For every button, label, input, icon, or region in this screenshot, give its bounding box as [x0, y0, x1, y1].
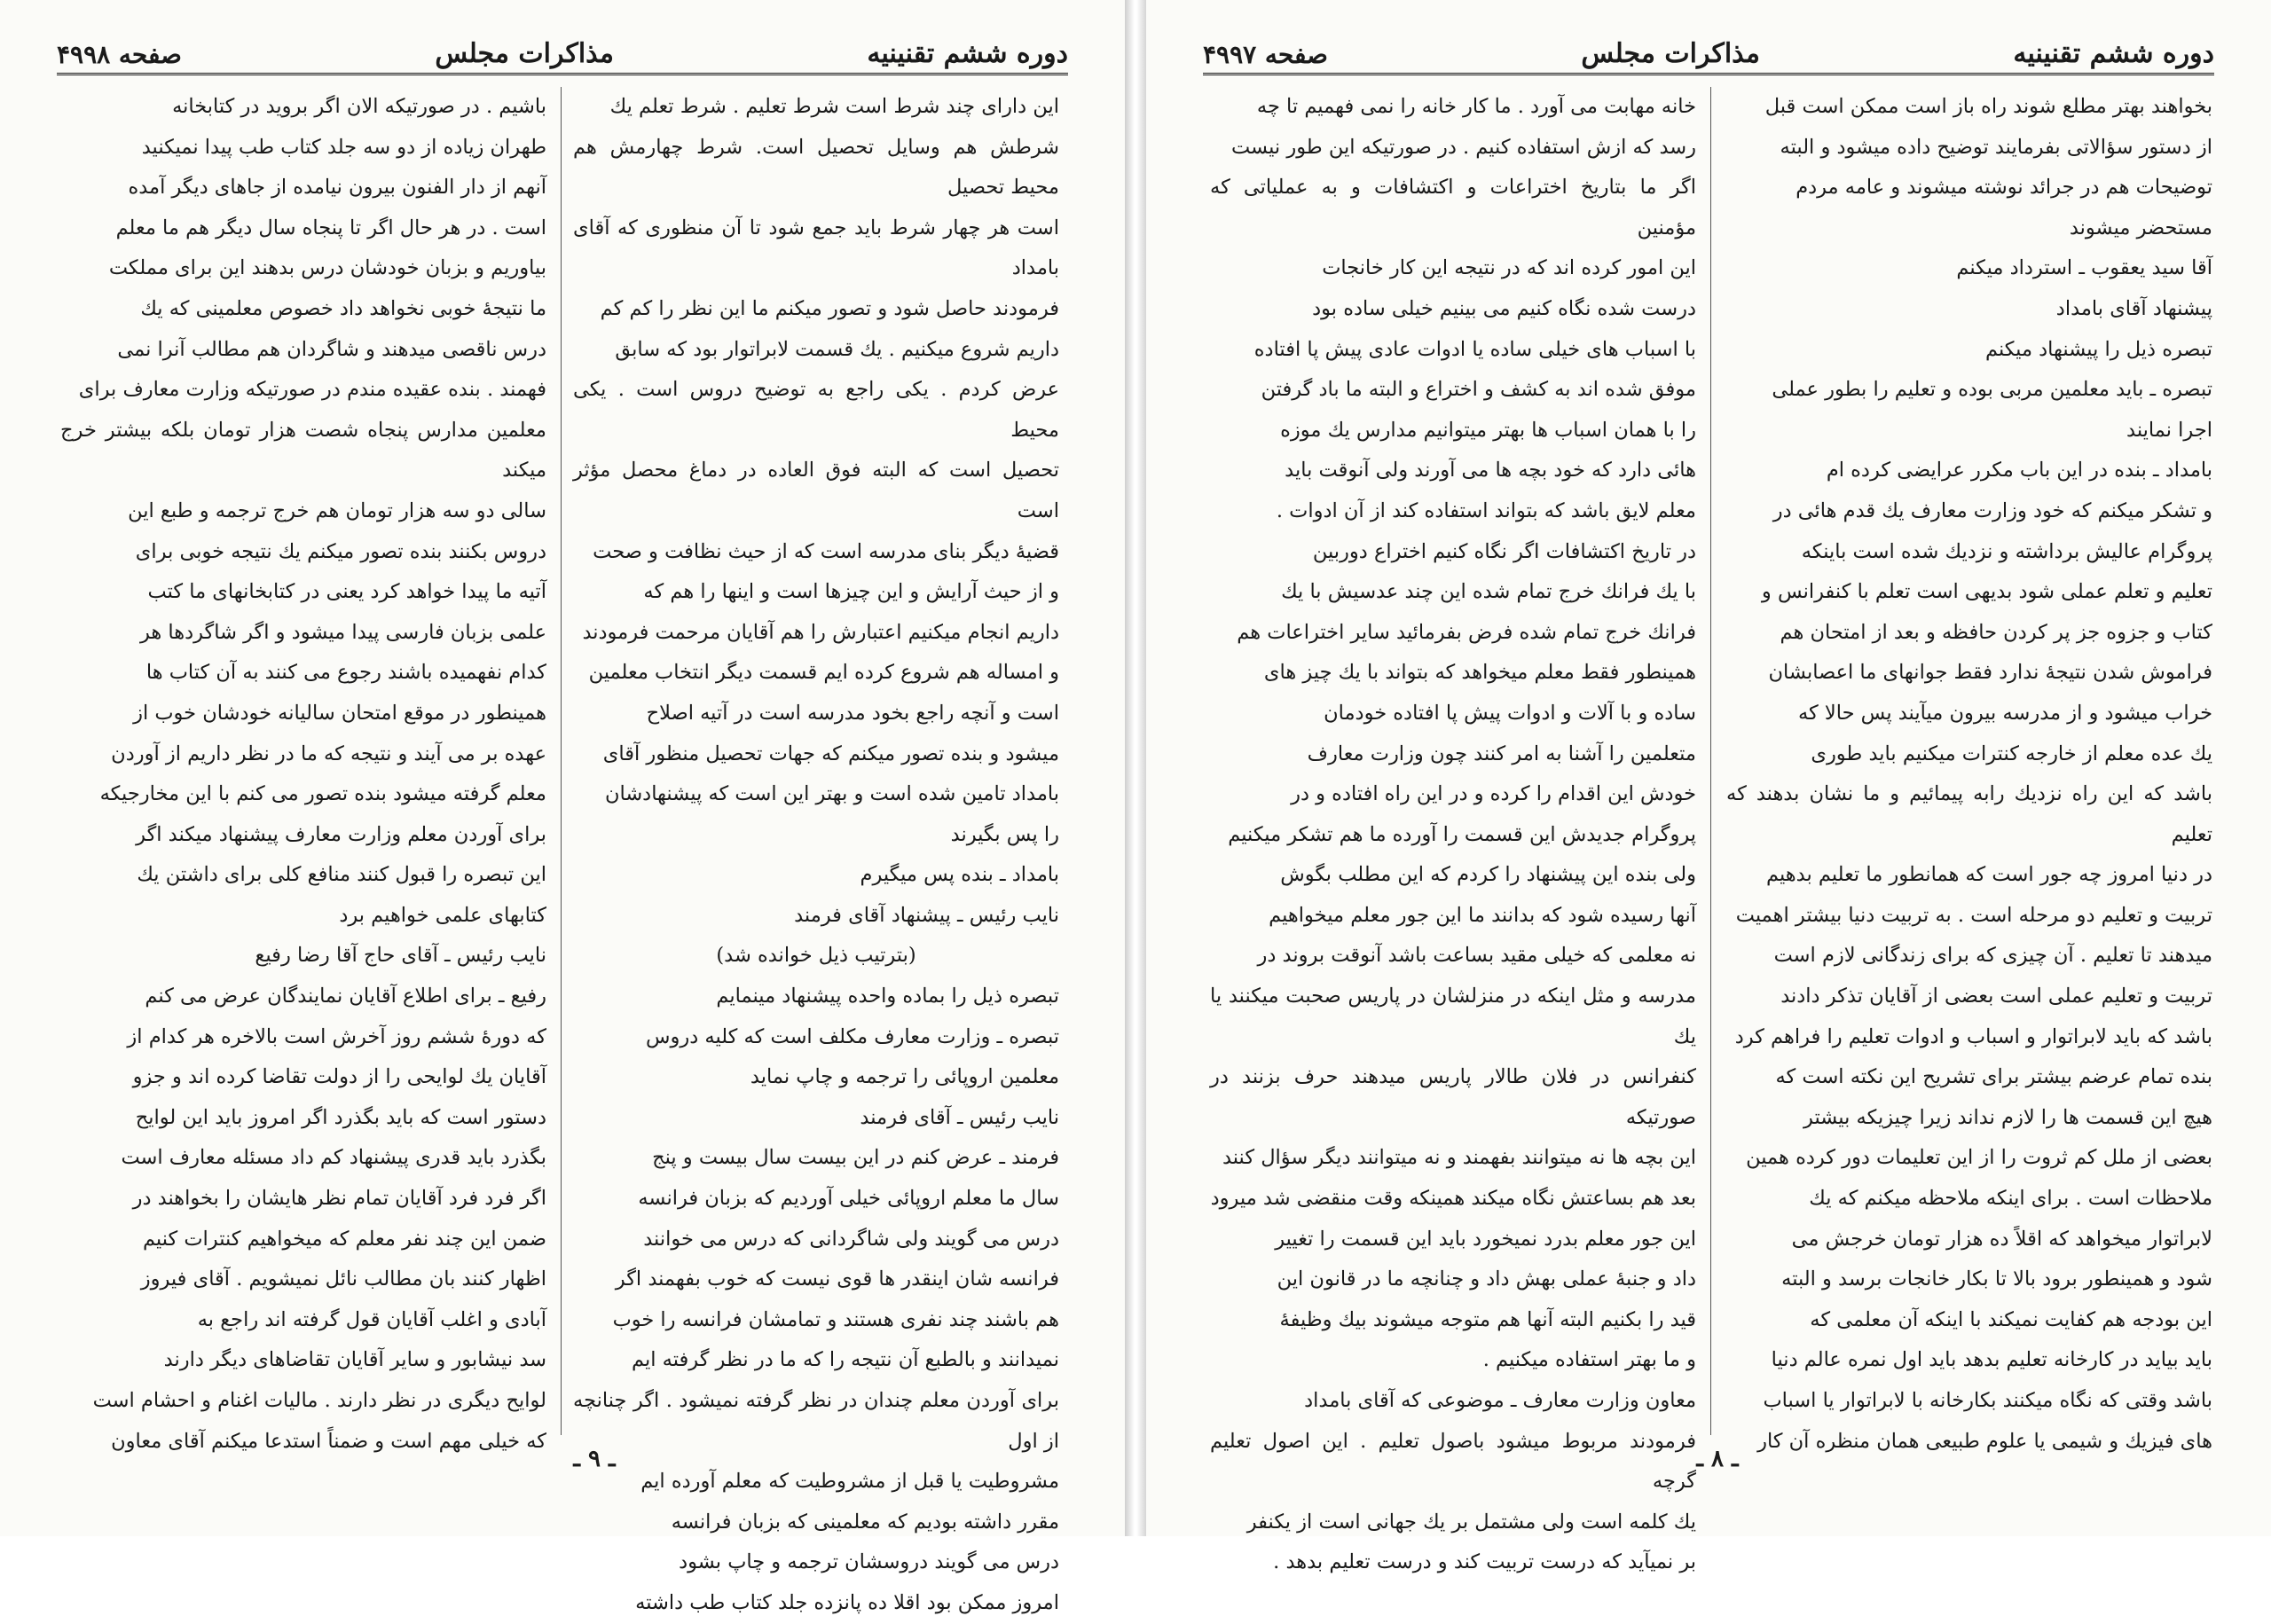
text-line: علمی بزبان فارسی پیدا میشود و اگر شاگردها هر	[139, 620, 546, 644]
text-line: موفق شده اند به کشف و اختراع و البته ما باد گرفتن	[1261, 378, 1696, 402]
text-line: ولی بنده این پیشنهاد را کردم که این مطلب بگوش	[1280, 863, 1696, 887]
text-line: هیچ این قسمت ها را لازم نداند زیرا چیزیکه بیشتر	[1803, 1105, 2212, 1129]
text-line: و امساله هم شروع کرده ایم قسمت دیگر انتخاب معلمین	[588, 661, 1059, 685]
column-divider	[1710, 87, 1711, 1435]
text-line: را با همان اسباب ها بهتر میتوانیم مدارس یك موزه	[1280, 418, 1696, 442]
text-line: برای آوردن معلم وزارت معارف پیشنهاد میکند اگر	[136, 822, 546, 846]
header-rule	[1203, 73, 2214, 75]
text-line: پیشنهاد آقای بامداد	[2055, 296, 2212, 320]
text-line: توضیحات هم در جرائد نوشته میشوند و عامه مردم	[1796, 176, 2212, 200]
text-line: شود و همینطور برود بالا تا بکار خانجات برسد و البته	[1781, 1267, 2212, 1291]
text-line: با اسباب های خیلی ساده یا ادوات عادی پیش پا افتاده	[1253, 337, 1696, 361]
text-line: فراموش شدن نتیجهٔ ندارد فقط جوانهای ما اعصابشان	[1768, 661, 2212, 685]
text-line: معلم گرفته میشود بنده تصور می کنم با این مخارجیکه	[99, 782, 546, 806]
text-line: کدام نفهمیده باشند رجوع می کنند به آن کتاب ها	[145, 661, 546, 685]
text-line: و از حیث آرایش و این چیزها است و اینها را هم که	[643, 580, 1059, 604]
text-line: این تبصره را قبول کنند منافع کلی برای داشتن یك	[137, 863, 546, 887]
text-line: تربیت و تعلیم عملی است بعضی از آقایان تذکر دادند	[1780, 985, 2212, 1008]
text-line: بامداد ـ بنده پس میگیرم	[860, 863, 1059, 887]
text-line: با یك فرانك خرج تمام شده این چند عدسیش با یك	[1281, 580, 1696, 604]
text-line: این بچه ها نه میتوانند بفهمند و نه میتوانند دیگر سؤال کنند	[1222, 1146, 1696, 1170]
text-line: سالی دو سه هزار تومان هم خرج ترجمه و طبع این	[128, 498, 546, 522]
text-line: ما نتیجهٔ خوبی نخواهد داد خصوص معلمینی که یك	[140, 296, 546, 320]
text-line: مستحضر میشوند	[2069, 216, 2212, 239]
text-line: در تاریخ اکتشافات اگر نگاه کنیم اختراع دوربین	[1312, 539, 1696, 563]
left-page-header	[57, 25, 1068, 69]
journal-title: مذاکرات مجلس	[1581, 38, 1760, 69]
text-line: تبصره ذیل را پیشنهاد میکنم	[1984, 337, 2212, 361]
text-line: است . در هر حال اگر تا پنجاه سال دیگر هم ما معلم	[115, 216, 546, 239]
text-line: آقایان یك لوایحی را از دولت تقاضا کرده اند و جزو	[132, 1065, 546, 1089]
text-line: رسد که ازش استفاده کنیم . در صورتیکه این طور نیست	[1230, 135, 1696, 159]
text-line: این جور معلم بدرد نمیخورد باید این قسمت را تغییر	[1275, 1227, 1696, 1251]
text-line: آقا سید یعقوب ـ استرداد میکنم	[1956, 256, 2212, 280]
text-line: بامداد ـ بنده در این باب مکرر عرایضی کرده ام	[1826, 459, 2212, 482]
text-line: مدرسه و مثل اینکه در منزلشان در پاریس صحبت میکنند یا یك	[1210, 985, 1696, 1048]
text-line: قید را بکنیم البته آنها هم متوجه میشوند بیك وظیفهٔ	[1279, 1307, 1696, 1331]
text-line: این امور کرده اند که در نتیجه این کار خانجات	[1322, 256, 1696, 280]
text-line: عهده بر می آیند و نتیجه که ما در نظر داریم از آوردن	[111, 741, 546, 765]
text-line: درس می گویند ولی شاگردانی که درس می خوانند	[643, 1227, 1059, 1251]
text-line: داریم انجام میکنیم اعتبارش را هم آقایان مرحمت فرمودند	[582, 620, 1059, 644]
right-page-header	[1203, 25, 2214, 69]
text-line: داد و جنبهٔ عملی بهش داد و چنانچه ما در قانون این	[1277, 1267, 1696, 1291]
page-number: صفحه ۴۹۹۸	[57, 40, 182, 69]
session-label: دوره ششم تقنینیه	[2013, 38, 2214, 69]
text-line: بامداد تامین شده است و بهتر این است که پیشنهادشان	[604, 782, 1059, 806]
text-line: اگر ما بتاریخ اختراعات و اکتشافات و به عملیاتی که مؤمنین	[1210, 176, 1696, 239]
text-line: رفیع ـ برای اطلاع آقایان نمایندگان عرض می کنم	[145, 985, 546, 1008]
text-line: بخواهند بهتر مطلع شوند راه باز است ممکن است قبل	[1764, 95, 2212, 118]
book-gutter	[1125, 0, 1146, 1536]
text-line: شرطش هم وسایل تحصیل است. شرط چهارمش هم محیط تحصیل	[573, 135, 1059, 200]
text-line: تربیت و تعلیم دو مرحله است . به تربیت دنیا بیشتر اهمیت	[1735, 903, 2212, 927]
text-line: (بترتیب ذیل خوانده شد)	[716, 944, 916, 968]
text-line: اظهار کنند بان مطالب نائل نمیشویم . آقای فیروز	[140, 1267, 546, 1291]
text-line: سد نیشابور و سایر آقایان تقاضاهای دیگر دارند	[163, 1348, 546, 1372]
right-page	[1146, 0, 2271, 1574]
text-line: تبصره ذیل را بماده واحده پیشنهاد مینمایم	[716, 985, 1059, 1008]
text-line: است و آنچه راجع بخود مدرسه است در آتیه اصلاح	[646, 701, 1059, 725]
text-line: که دورهٔ ششم روز آخرش است بالاخره هر کدام از	[127, 1024, 546, 1048]
text-line: فرمند ـ عرض کنم در این بیست سال بیست و پنج	[652, 1146, 1059, 1170]
text-line: است هر چهار شرط باید جمع شود تا آن منظوری که آقای بامداد	[573, 216, 1059, 280]
session-label: دوره ششم تقنینیه	[867, 38, 1068, 69]
text-line: طهران زیاده از دو سه جلد کتاب طب پیدا نمیکنید	[141, 135, 546, 159]
text-line: امروز ممکن بود اقلا ده پانزده جلد کتاب طب داشته	[635, 1590, 1059, 1614]
text-line: متعلمین را آشنا به امر کنند چون وزارت معارف	[1307, 741, 1696, 765]
text-line: مشروطیت یا قبل از مشروطیت که معلم آورده ایم	[640, 1470, 1059, 1494]
text-line: ساده و با آلات و ادوات پیش پا افتاده خودمان	[1324, 701, 1696, 725]
header-rule	[57, 73, 1068, 75]
text-line: فهمند . بنده عقیده مندم در صورتیکه وزارت معارف برای	[78, 378, 546, 402]
text-line: در دنیا امروز چه جور است که همانطور ما تعلیم بدهیم	[1766, 863, 2212, 887]
text-line: سال ما معلم اروپائی خیلی آوردیم که بزبان فرانسه	[638, 1187, 1059, 1211]
text-line: لابراتوار میخواهد که اقلاً ده هزار تومان خرجش می	[1791, 1227, 2212, 1251]
text-line: که خیلی مهم است و ضمناً استدعا میکنم آقای معاون	[111, 1429, 546, 1453]
text-line: معاون وزارت معارف ـ موضوعی که آقای بامداد	[1304, 1389, 1696, 1412]
text-line: آنها رسیده شود که بدانند ما این جور معلم میخواهیم	[1269, 903, 1696, 927]
text-line: باشد وقتی که نگاه میکنند بکارخانه با لابراتوار یا اسباب	[1763, 1389, 2212, 1412]
text-line: داریم شروع میکنیم . یك قسمت لابراتوار بود که سابق	[615, 337, 1059, 361]
text-line: باشیم . در صورتیکه الان اگر بروید در کتابخانه	[172, 95, 546, 118]
text-line: میدهند تا تعلیم . آن چیزی که برای زندگانی لازم است	[1773, 944, 2212, 968]
text-line: عرض کردم . یکی راجع به توضیح دروس است . یکی محیط	[573, 378, 1059, 442]
text-line: بعد هم بساعتش نگاه میکند همینکه وقت منقضی شد میرود	[1210, 1187, 1696, 1211]
text-line: این بودجه هم کفایت نمیکند با اینکه آن معلمی که	[1810, 1307, 2212, 1331]
text-line: این دارای چند شرط است شرط تعلیم . شرط تعلم یك	[609, 95, 1059, 118]
text-line: یك عده معلم از خارجه کنترات میکنیم باید طوری	[1811, 741, 2212, 765]
text-line: ضمن این چند نفر معلم که میخواهیم کنترات کنیم	[142, 1227, 546, 1251]
text-line: همینطور فقط معلم میخواهد که بتواند با یك چیز های	[1263, 661, 1696, 685]
page-number: صفحه ۴۹۹۷	[1203, 40, 1328, 69]
text-line: بر نمیآید که درست تربیت کند و درست تعلیم بدهد .	[1273, 1550, 1696, 1574]
text-line: هم باشند چند نفری هستند و تمامشان فرانسه را خوب	[612, 1307, 1059, 1331]
text-line: معلمین اروپائی را ترجمه و چاپ نماید	[750, 1065, 1059, 1089]
text-line: تبصره ـ باید معلمین مربی بوده و تعلیم را بطور عملی	[1772, 378, 2212, 402]
text-line: باشد که باید لابراتوار و اسباب و ادوات تعلیم را فراهم کرد	[1734, 1024, 2212, 1048]
text-line: و تشکر میکنم که خود وزارت معارف یك قدم هائی در	[1772, 498, 2212, 522]
text-line: باشد که این راه نزدیك رابه پیمائیم و ما نشان بدهند که تعلیم	[1726, 782, 2212, 846]
text-line: اگر فرد فرد آقایان تمام نظر هایشان را بخواهند در	[132, 1187, 546, 1211]
text-line: یك کلمه است ولی مشتمل بر یك جهانی است از یکنفر	[1246, 1510, 1696, 1534]
text-line: باید بیاید در کارخانه تعلیم بدهد باید اول نمره عالم دنیا	[1771, 1348, 2212, 1372]
text-line: های فیزیك و شیمی یا علوم طبیعی همان منظره آن کار	[1757, 1429, 2212, 1453]
text-line: آتیه ما پیدا خواهد کرد یعنی در کتابخانهای ما کتب	[147, 580, 546, 604]
text-line: معلمین مدارس پنجاه شصت هزار تومان بلکه بیشتر خرج میکند	[60, 418, 546, 482]
text-line: قضیهٔ دیگر بنای مدرسه است که از حیث نظافت و صحت	[593, 539, 1059, 563]
left-page-column-left	[60, 87, 546, 1453]
text-line: خراب میشود و از مدرسه بیرون میآیند پس حالا که	[1797, 701, 2212, 725]
text-line: تبصره ـ وزارت معارف مکلف است که کلیه دروس	[646, 1024, 1059, 1048]
text-line: نایب رئیس ـ پیشنهاد آقای فرمند	[794, 903, 1059, 927]
text-line: همینطور در موقع امتحان سالیانه خودشان خوب از	[133, 701, 546, 725]
text-line: کتابهای علمی خواهیم برد	[339, 903, 546, 927]
text-line: نایب رئیس ـ آقای حاج آقا رضا رفیع	[255, 944, 546, 968]
text-line: تعلیم و تعلم عملی شود بدیهی است تعلم با کنفرانس و	[1761, 580, 2212, 604]
text-line: کتاب و جزوه جز پر کردن حافظه و بعد از امتحان هم	[1780, 620, 2212, 644]
text-line: کنفرانس در فلان طالار پاریس میدهند حرف بزنند در صورتیکه	[1210, 1065, 1696, 1129]
text-line: برای آوردن معلم چندان در نظر گرفته نمیشود . اگر چنانچه از اول	[573, 1389, 1059, 1453]
text-line: اجرا نمایند	[2126, 418, 2212, 442]
text-line: بگذرد باید قدری پیشنهاد کم داد مسئله معارف است	[121, 1146, 546, 1170]
text-line: درست شده نگاه کنیم می بینیم خیلی ساده بود	[1312, 296, 1696, 320]
text-line: تحصیل است که البته فوق العاده در دماغ محصل مؤثر است	[573, 459, 1059, 522]
text-line: بیاوریم و بزبان خودشان درس بدهند این برای مملکت	[108, 256, 546, 280]
text-line: و ما بهتر استفاده میکنیم .	[1482, 1348, 1696, 1372]
text-line: آبادی و اغلب آقایان قول گرفته اند راجع به	[197, 1307, 546, 1331]
text-line: هائی دارد که خود بچه ها می آورند ولی آنوقت باید	[1285, 459, 1696, 482]
text-line: نمیدانند و بالطبع آن نتیجه را که ما در نظر گرفته ایم	[632, 1348, 1059, 1372]
text-line: نه معلمی که خیلی مقید بساعت باشد آنوقت بروند در	[1257, 944, 1696, 968]
text-line: از دستور سؤالاتی بفرمایند توضیح داده میشود و البته	[1780, 135, 2212, 159]
text-line: را پس بگیرند	[950, 822, 1059, 846]
right-page-column-left	[1210, 87, 1696, 1574]
text-line: دروس بکنند بنده تصور میکنم یك نتیجه خوبی برای	[135, 539, 546, 563]
text-line: میشود و بنده تصور میکنم که جهات تحصیل منظور آقای	[602, 741, 1059, 765]
column-divider	[561, 87, 562, 1435]
text-line: پروگرام عالیش برداشته و نزدیك شده است باینکه	[1801, 539, 2212, 563]
text-line: مقرر داشته بودیم که معلمینی که بزبان فرانسه	[671, 1510, 1059, 1534]
text-line: فرانك خرج تمام شده فرض بفرمائید سایر اختراعات هم	[1237, 620, 1696, 644]
right-page-column-right	[1726, 87, 2212, 1453]
left-page-footer-number: ـ ۹ ـ	[573, 1446, 616, 1472]
text-line: درس ناقصی میدهند و شاگردان هم مطالب آنرا نمی	[117, 337, 546, 361]
text-line: درس می گویند دروسشان ترجمه و چاپ بشود	[679, 1550, 1059, 1574]
text-line: آنهم از دار الفنون بیرون نیامده از جاهای دیگر آمده	[128, 176, 546, 200]
text-line: ملاحظات است . برای اینکه ملاحظه میکنم که یك	[1809, 1187, 2212, 1211]
text-line: فرمودند مربوط میشود باصول تعلیم . این اصول تعلیم گرچه	[1210, 1429, 1696, 1494]
text-line: خانه مهابت می آورد . ما کار خانه را نمی فهمیم تا چه	[1256, 95, 1696, 118]
left-page	[0, 0, 1125, 1614]
text-line: دستور است که باید بگذرد اگر امروز باید این لوایح	[135, 1105, 546, 1129]
text-line: پروگرام جدیدش این قسمت را آورده ما هم تشکر میکنیم	[1228, 822, 1696, 846]
text-line: معلم لایق باشد که بتواند استفاده کند از آن ادوات .	[1276, 498, 1696, 522]
text-line: خودش این اقدام را کرده و در این راه افتاده و در	[1291, 782, 1696, 806]
text-line: فرمودند حاصل شود و تصور میکنم ما این نظر را کم کم	[600, 296, 1059, 320]
text-line: بنده تمام عرضم بیشتر برای تشریح این نکته است که	[1775, 1065, 2212, 1089]
text-line: نایب رئیس ـ آقای فرمند	[860, 1105, 1059, 1129]
text-line: فرانسه شان اینقدر ها قوی نیست که خوب بفهمند اگر	[615, 1267, 1059, 1291]
text-line: لوایح دیگری در نظر دارند . مالیات اغنام و احشام است	[92, 1389, 546, 1412]
text-line: بعضی از ملل کم ثروت را از این تعلیمات دور کرده همین	[1746, 1146, 2212, 1170]
journal-title: مذاکرات مجلس	[435, 38, 614, 69]
right-page-footer-number: ـ ۸ ـ	[1696, 1446, 1739, 1472]
